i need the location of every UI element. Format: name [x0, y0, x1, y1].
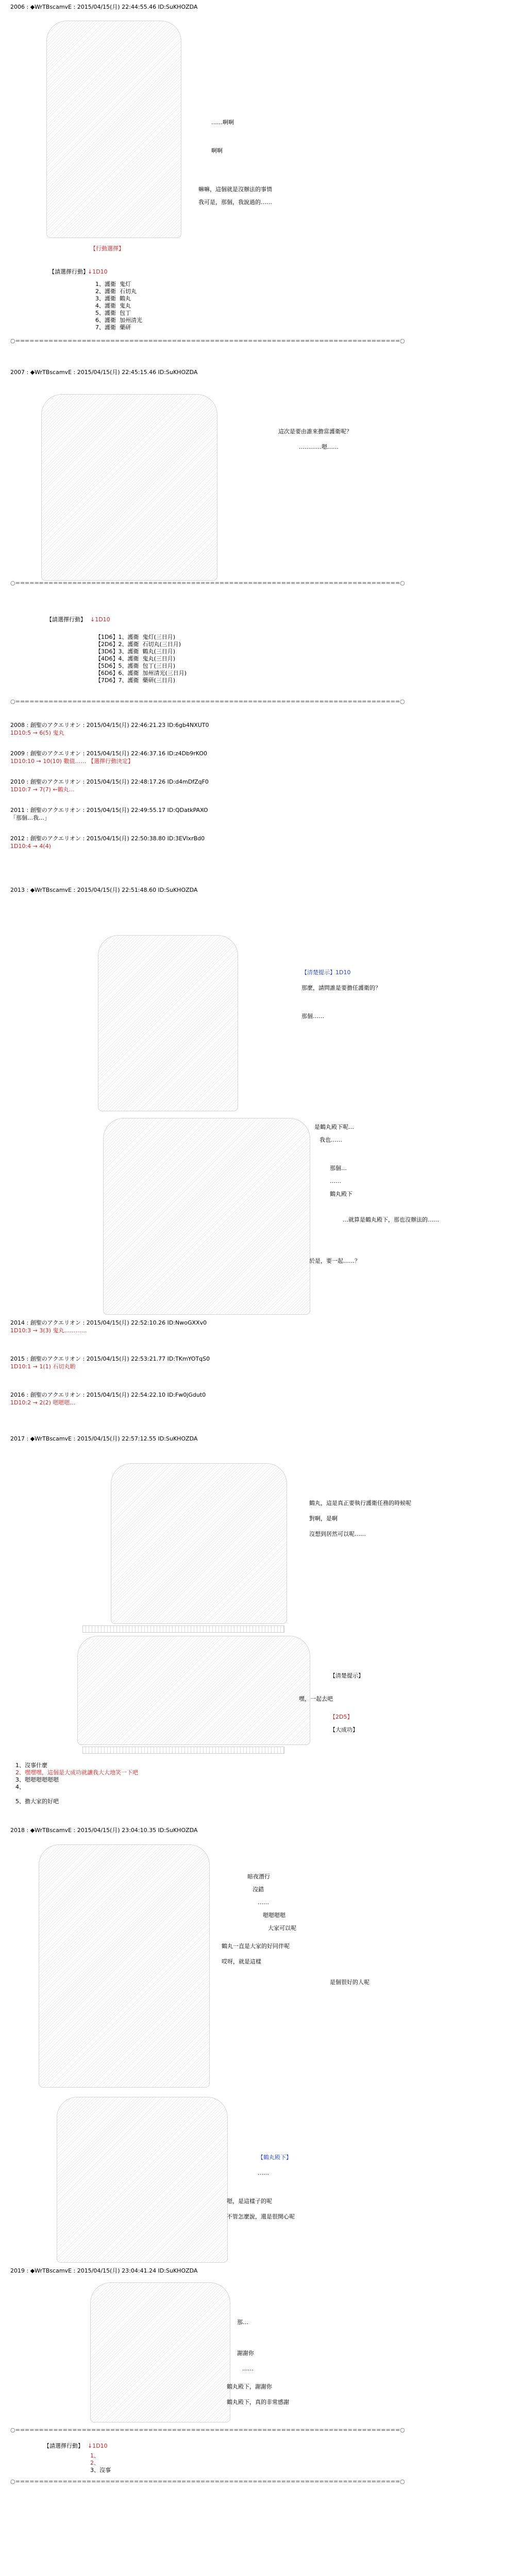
post-header: 2017 : ◆WrTBscamvE : 2015/04/15(月) 22:57:12.55 ID:SuKHOZDA [10, 1435, 198, 1442]
dialogue: 暗夜潛行 [247, 1873, 270, 1880]
dice-result: 1D10:5 → 6(5) 鬼丸 [10, 730, 64, 736]
dialogue: 【鶴丸殿下】 [258, 2154, 292, 2161]
dialogue: 哎呀，就是這樣 [222, 1958, 261, 1965]
post-header: 2010 : 創聖のアクエリオン : 2015/04/15(月) 22:48:17.26 ID:d4mDfZqF0 [10, 778, 209, 785]
post-2009 [10, 750, 495, 765]
post-header: 2019 : ◆WrTBscamvE : 2015/04/15(月) 23:04:41.24 ID:SuKHOZDA [10, 2267, 198, 2274]
dialogue: …就算是鶴丸殿下，那也沒辦法的…… [343, 1216, 439, 1223]
ascii-art-character [39, 1844, 210, 2088]
dialogue: 鶴丸，這是真正要執行護衛任務的時候呢 [309, 1500, 411, 1506]
dialogue: …… [258, 2170, 269, 2176]
dialogue: 嗯嗯嗯嗯 [263, 1912, 285, 1919]
choice-sub: ↓1D10 [88, 2443, 108, 2449]
dialogue: 是鶴丸殿下呢… [314, 1124, 354, 1130]
post-header: 2009 : 創聖のアクエリオン : 2015/04/15(月) 22:46:37.16 ID:z4Db9rKO0 [10, 750, 208, 757]
dialogue: 不管怎麼說，還是很開心呢 [227, 2213, 295, 2220]
dice-result: 1D10:3 → 3(3) 鬼丸………… [10, 1327, 87, 1334]
post-2013 [10, 886, 495, 894]
post-2006 [10, 3, 495, 11]
post-2019 [10, 2267, 495, 2275]
dialogue: 我也…… [319, 1137, 342, 1143]
decorative-bar [82, 1625, 284, 1633]
dialogue: ……啊啊 [211, 119, 234, 126]
dialogue: 於是，要一起……？ [309, 1258, 360, 1264]
divider: ○=================================================================================○ [10, 2478, 405, 2485]
choice-title: 【請選擇行動】 [49, 268, 89, 275]
dialogue: 這次是要由誰來擔當護衛呢？ [278, 428, 352, 435]
dialogue: 【清楚提示】 [330, 1672, 364, 1679]
post-2010 [10, 778, 495, 793]
dialogue: 沒錯 [252, 1886, 264, 1893]
post-header: 2014 : 創聖のアクエリオン : 2015/04/15(月) 22:52:10.26 ID:NwoGXXv0 [10, 1319, 207, 1326]
choice-sub: ↓1D10 [90, 616, 110, 623]
dialogue: 對啊，是啊 [309, 1515, 338, 1522]
dialogue: 鶴丸殿下 [330, 1191, 352, 1197]
dialogue: 那個… [330, 1165, 347, 1172]
post-2012 [10, 835, 495, 850]
ascii-art-character [98, 935, 238, 1111]
dialogue: …… [330, 1178, 341, 1184]
dice-result: 1D10:4 → 4(4) [10, 843, 51, 850]
ascii-art-character [111, 1463, 287, 1624]
choice-list: 1、護衛 鬼灯 2、護衛 石切丸 3、護衛 鶴丸 4、護衛 鬼丸 5、護衛 包丁 6、護衛 加州清光 7、護衛 藥研 [95, 281, 142, 331]
post-2018 [10, 1826, 495, 1834]
dialogue: 沒想到居然可以呢…… [309, 1531, 366, 1537]
divider: ○=================================================================================○ [10, 2427, 405, 2433]
post-header: 2016 : 創聖のアクエリオン : 2015/04/15(月) 22:54:22.10 ID:Fw0jGdut0 [10, 1392, 206, 1398]
post-2011 [10, 806, 495, 822]
ascii-art-character [41, 394, 217, 581]
dice-result: 1D10:7 → 7(7) ←鶴丸… [10, 786, 75, 793]
post-2016 [10, 1391, 495, 1406]
dialogue: 那… [237, 2319, 248, 2326]
choice-title: 【請選擇行動】 [44, 2443, 83, 2449]
dice-result: 1D10:10 → 10(10) 數值…… 【選擇行動決定】 [10, 758, 133, 765]
dialogue: 嘛嘛，這個就是沒辦法的事情 [198, 186, 272, 193]
post-header: 2007 : ◆WrTBscamvE : 2015/04/15(月) 22:45:15.46 ID:SuKHOZDA [10, 369, 198, 376]
choice-list: 1、 2、 3、沒事 [90, 2452, 111, 2473]
dialogue: 鶴丸殿下，真的非常感謝 [227, 2399, 289, 2405]
divider: ○=================================================================================○ [10, 580, 405, 586]
ascii-art-character [77, 1636, 310, 1745]
post-header: 2013 : ◆WrTBscamvE : 2015/04/15(月) 22:51:48.60 ID:SuKHOZDA [10, 887, 198, 893]
post-header: 2006 : ◆WrTBscamvE : 2015/04/15(月) 22:44:55.46 ID:SuKHOZDA [10, 4, 198, 10]
choice-sub: ↓1D10 [88, 268, 108, 275]
dialogue: 【2D5】 [330, 1714, 353, 1720]
reply-text: 「那個…我…」 [10, 815, 50, 821]
choice-list: 【1D6】1、護衛 鬼灯(三日月) 【2D6】2、護衛 石切丸(三日月) 【3D6】3、護衛 鶴丸(三日月) 【4D6】4、護衛 鬼丸(三日月) 【5D6】5、護衛 包丁(三日月) 【6D6】6、護衛 加州清光(三日月) 【7D6】7、護衛 藥研(三日月) [95, 634, 187, 684]
dialogue: …… [242, 2365, 254, 2372]
post-2015 [10, 1355, 495, 1370]
ascii-art-character [103, 1118, 310, 1315]
dialogue: 那個…… [301, 1013, 324, 1020]
post-header: 2012 : 創聖のアクエリオン : 2015/04/15(月) 22:50:38.80 ID:3EVlxrBd0 [10, 835, 205, 842]
dialogue: 謝謝你 [237, 2350, 254, 2357]
post-2017 [10, 1435, 495, 1443]
ascii-art-character [90, 2282, 230, 2422]
dialogue: 啊啊 [211, 147, 223, 154]
post-2008 [10, 721, 495, 737]
choice-title: 【請選擇行動】 [46, 616, 86, 623]
dialogue: 鶴丸殿下，謝謝你 [227, 2383, 272, 2390]
ascii-art-character [46, 21, 181, 238]
dice-result: 1D10:2 → 2(2) 嗯嗯嗯… [10, 1399, 76, 1406]
dialogue: 嗯，是這樣子的呢 [227, 2198, 272, 2205]
dialogue: 【大成功】 [330, 1726, 358, 1733]
post-header: 2008 : 創聖のアクエリオン : 2015/04/15(月) 22:46:21.23 ID:6gb4NXUT0 [10, 722, 209, 728]
divider: ○=================================================================================○ [10, 698, 405, 705]
post-2014 [10, 1319, 495, 1334]
choice-heading: 【行動選擇】 [90, 245, 124, 252]
post-header: 2011 : 創聖のアクエリオン : 2015/04/15(月) 22:49:55.17 ID:QDatkPAXO [10, 807, 208, 814]
dialogue: …… [258, 1899, 269, 1906]
result-list: 1、沒事什麼 2、嘿嘿嘿，這個是大成功就讓我大大地笑一下吧 3、嗯嗯嗯嗯嗯嗯 4、 5、擔大家的好吧 [15, 1762, 138, 1805]
dialogue: 嘿，一起去吧 [299, 1696, 333, 1702]
dialogue: 大家可以呢 [268, 1925, 296, 1931]
post-header: 2018 : ◆WrTBscamvE : 2015/04/15(月) 23:04:10.35 ID:SuKHOZDA [10, 1827, 198, 1834]
dialogue: …………嗯…… [299, 444, 339, 450]
dice-result: 1D10:1 → 1(1) 石切丸喲 [10, 1363, 76, 1370]
dialogue: 鶴丸一直是大家的好同伴呢 [222, 1943, 290, 1950]
dialogue: 是個很好的人呢 [330, 1979, 369, 1986]
dialogue: 那麼，請問誰是要擔任護衛的？ [301, 985, 381, 991]
dialogue: 我可是，那個，我說過的…… [198, 199, 272, 206]
ascii-art-character [57, 2097, 228, 2263]
divider: ○=================================================================================○ [10, 337, 405, 344]
post-2007 [10, 368, 495, 376]
post-header: 2015 : 創聖のアクエリオン : 2015/04/15(月) 22:53:21.77 ID:TKmYOTqS0 [10, 1355, 210, 1362]
dialogue: 【清楚提示】1D10 [301, 969, 351, 976]
decorative-bar [82, 1747, 284, 1754]
